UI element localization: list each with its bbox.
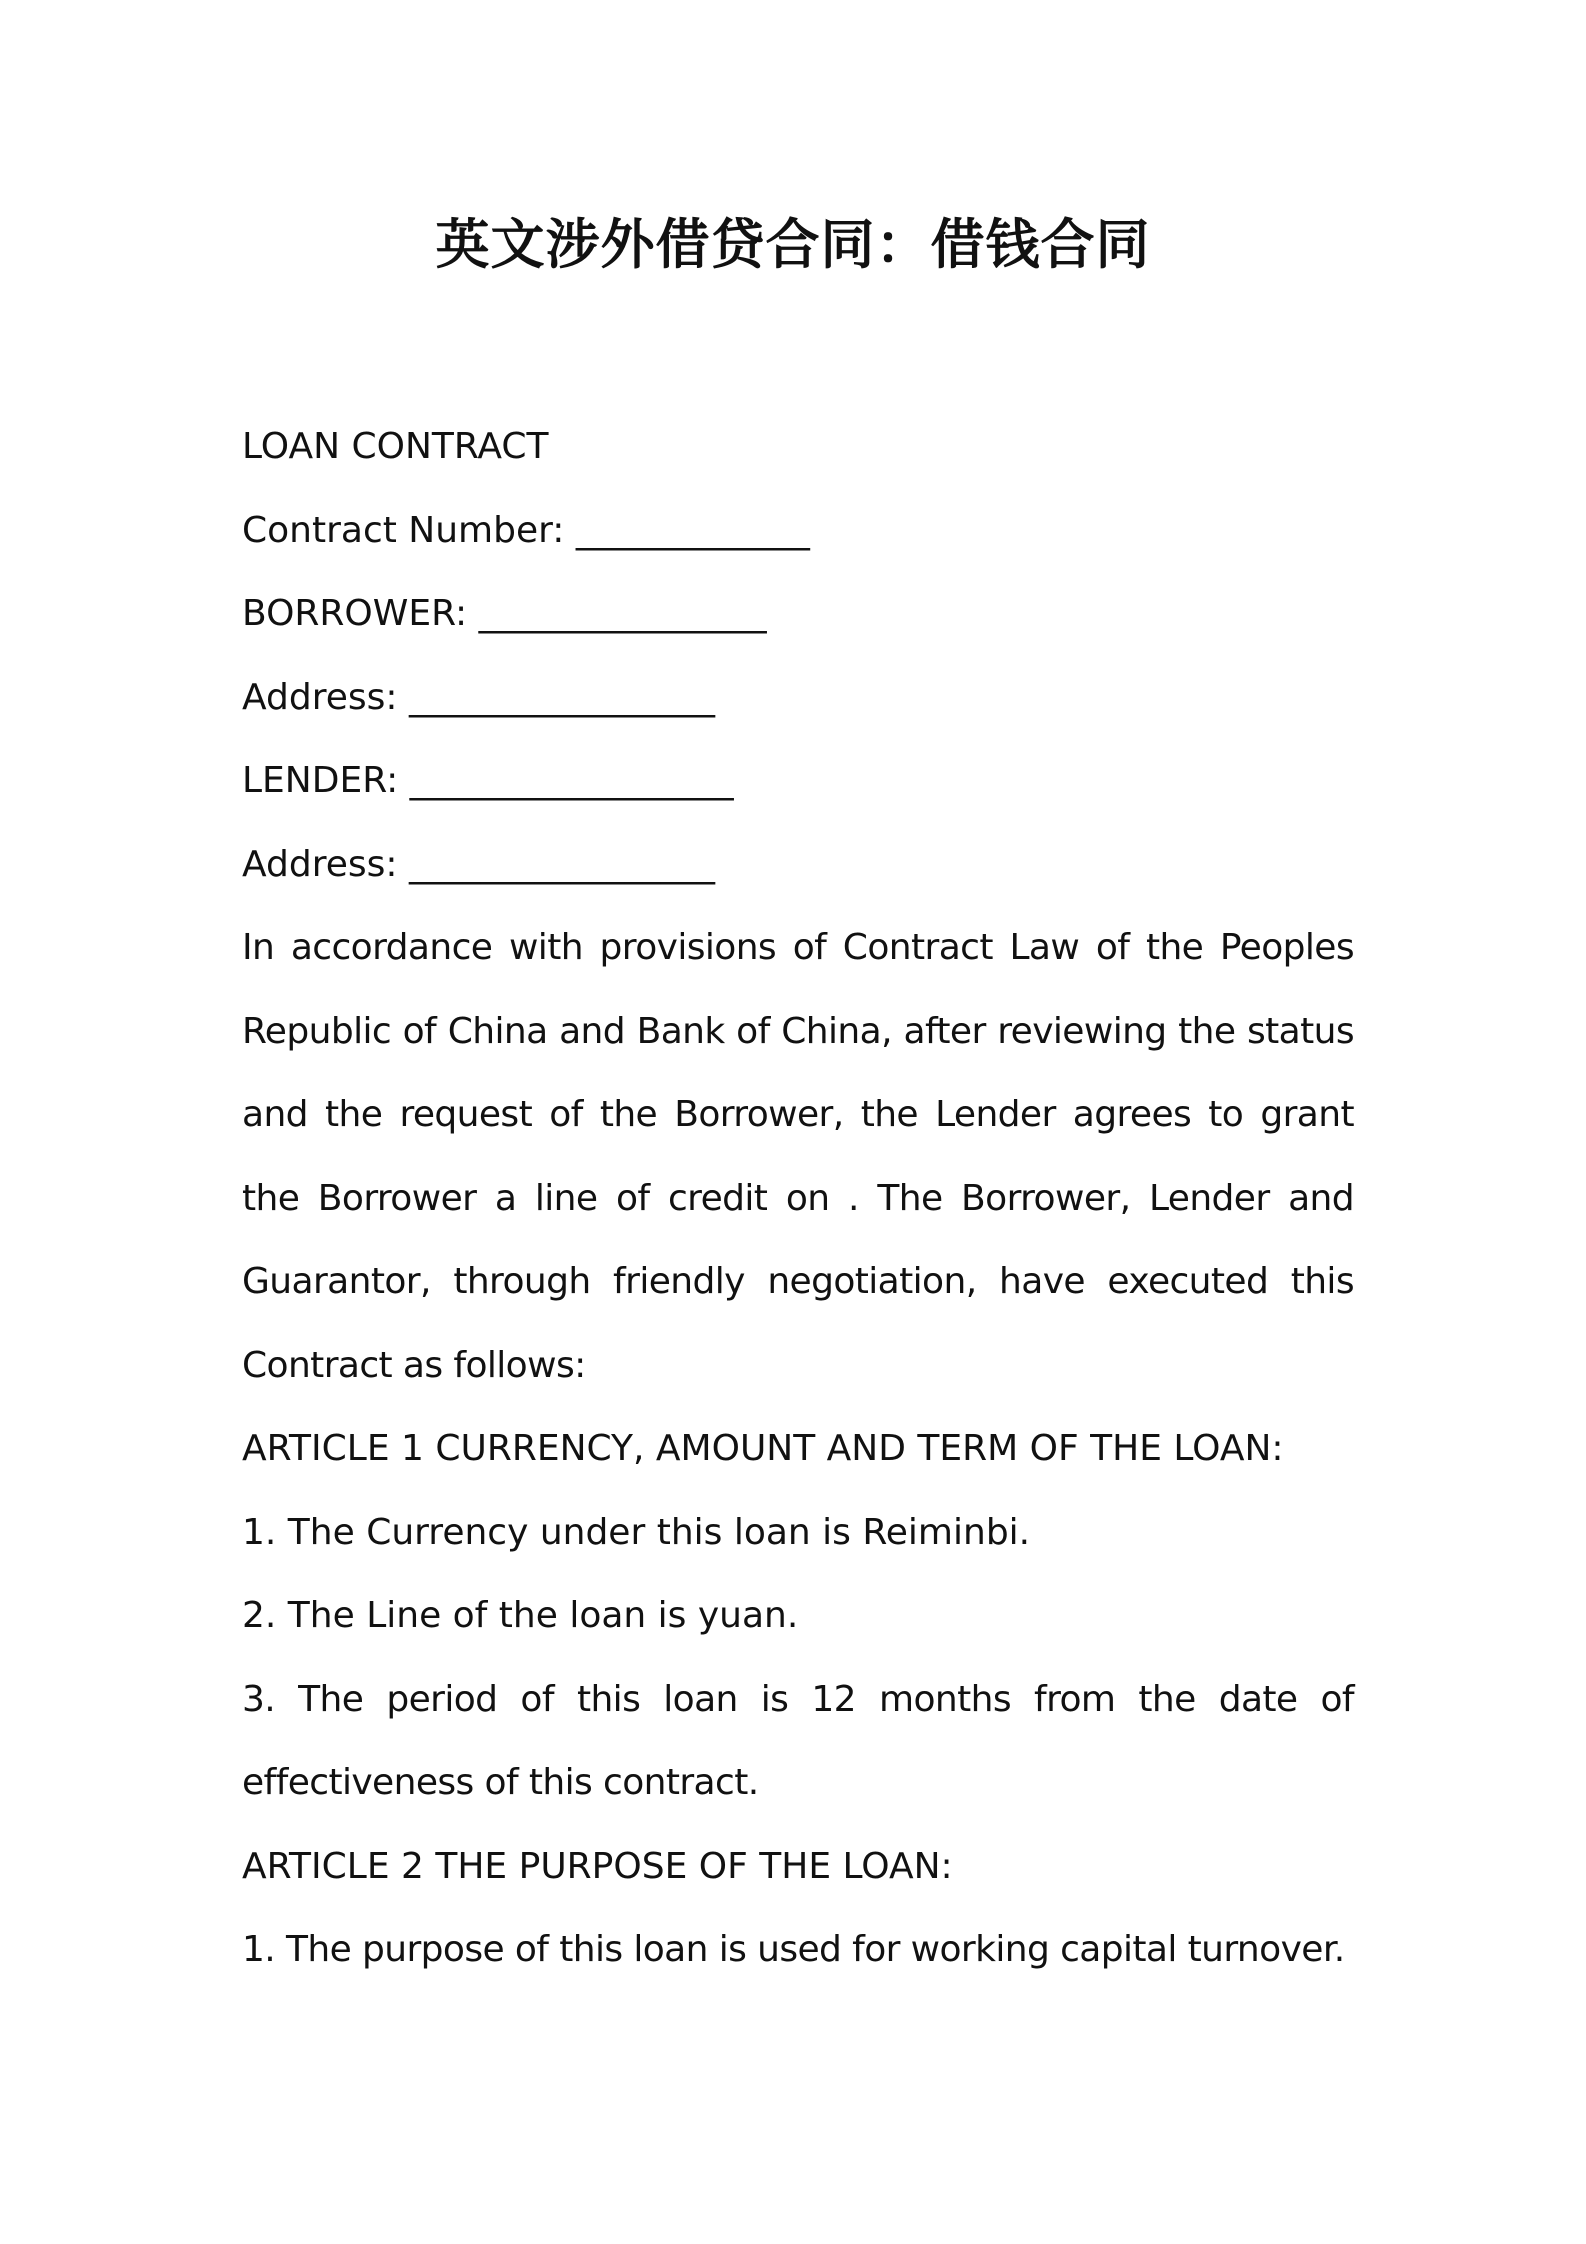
lender-field: LENDER: __________________ <box>242 760 734 801</box>
article-2-item-1: 1. The purpose of this loan is used for working capital turnover. <box>242 1929 1345 1970</box>
article-1-item-1: 1. The Currency under this loan is Reiminbi. <box>242 1511 1031 1553</box>
borrower-address-field: Address: _________________ <box>242 676 715 718</box>
contract-number-field: Contract Number: _____________ <box>242 509 810 551</box>
article-1-heading: ARTICLE 1 CURRENCY, AMOUNT AND TERM OF THE LOAN: <box>242 1428 1284 1469</box>
lender-address-field: Address: _________________ <box>242 843 715 885</box>
document-title: 英文涉外借贷合同：借钱合同 <box>435 213 1151 276</box>
borrower-field: BORROWER: ________________ <box>242 593 767 634</box>
intro-paragraph: In accordance with provisions of Contract Law of the Peoples Republic of China and Bank of China, after reviewing the status and the request of the Borrower, the Lender agrees to grant the Borrower a line of credit on . The Borrower, Lender and Guarantor, through friendly negotiation, have executed this Contract as follows: <box>242 927 1354 1386</box>
article-1-item-3: 3. The period of this loan is 12 months from the date of effectiveness of this contract. <box>242 1678 1354 1803</box>
article-1-item-2: 2. The Line of the loan is yuan. <box>242 1595 799 1636</box>
contract-heading: LOAN CONTRACT <box>242 426 549 467</box>
article-2-heading: ARTICLE 2 THE PURPOSE OF THE LOAN: <box>242 1845 953 1887</box>
document-body <box>242 405 1354 1992</box>
